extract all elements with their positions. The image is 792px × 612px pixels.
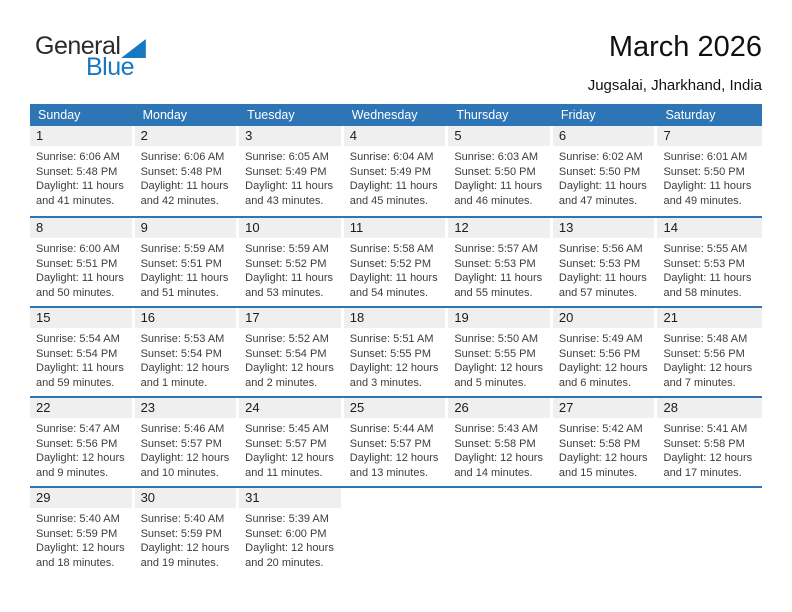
daylight-text-line2: and 15 minutes. — [558, 466, 638, 479]
daylight-text-line1: Daylight: 12 hours — [558, 452, 648, 465]
day-details — [657, 146, 762, 208]
day-cell — [30, 488, 135, 576]
daylight-text-line1: Daylight: 11 hours — [36, 180, 124, 193]
daylight-text-line1: Daylight: 11 hours — [454, 180, 543, 193]
sunrise-text: Sunrise: 5:54 AM — [36, 333, 120, 345]
weekday-header-friday: Friday — [560, 108, 596, 122]
sunset-text: Sunset: 5:52 PM — [349, 257, 432, 270]
daylight-text-line1: Daylight: 12 hours — [140, 362, 230, 375]
daylight-text-line1: Daylight: 12 hours — [663, 452, 753, 465]
daylight-text-line2: and 54 minutes. — [349, 286, 429, 299]
sunrise-text: Sunrise: 5:40 AM — [140, 513, 225, 525]
day-details — [30, 328, 135, 390]
weekday-header-saturday: Saturday — [665, 108, 716, 122]
day-number: 13 — [553, 218, 655, 238]
day-cell — [135, 308, 240, 396]
sunrise-text: Sunrise: 5:57 AM — [454, 243, 539, 255]
day-number: 14 — [657, 218, 762, 238]
day-number: 4 — [344, 126, 446, 146]
sunset-text: Sunset: 5:54 PM — [245, 347, 327, 360]
sunrise-text: Sunrise: 5:55 AM — [663, 243, 748, 255]
day-details — [135, 508, 240, 570]
weekday-header-sunday: Sunday — [38, 108, 81, 122]
day-details — [239, 328, 344, 390]
sunset-text: Sunset: 5:58 PM — [558, 437, 641, 450]
day-number: 5 — [448, 126, 550, 146]
daylight-text-line1: Daylight: 12 hours — [454, 452, 543, 465]
sunrise-text: Sunrise: 5:46 AM — [140, 423, 225, 435]
logo-text-blue: Blue — [86, 53, 135, 81]
day-cell-empty — [344, 488, 449, 576]
daylight-text-line2: and 50 minutes. — [36, 286, 115, 299]
day-number: 30 — [135, 488, 237, 508]
daylight-text-line2: and 13 minutes. — [349, 466, 429, 479]
sunset-text: Sunset: 5:50 PM — [663, 165, 745, 178]
day-number: 29 — [30, 488, 132, 508]
day-details — [30, 146, 135, 208]
day-cell-empty — [448, 488, 553, 576]
day-number: 20 — [553, 308, 655, 328]
daylight-text-line2: and 57 minutes. — [558, 286, 638, 299]
daylight-text-line1: Daylight: 11 hours — [245, 272, 334, 285]
week-row — [30, 486, 762, 576]
sunrise-text: Sunrise: 5:42 AM — [558, 423, 643, 435]
sunset-text: Sunset: 5:56 PM — [36, 437, 118, 450]
day-details — [657, 328, 762, 390]
day-details — [135, 418, 240, 480]
sunrise-text: Sunrise: 5:53 AM — [140, 333, 225, 345]
day-number: 6 — [553, 126, 655, 146]
daylight-text-line1: Daylight: 11 hours — [349, 272, 438, 285]
day-number: 22 — [30, 398, 132, 418]
sunset-text: Sunset: 5:56 PM — [558, 347, 641, 360]
day-cell — [239, 308, 344, 396]
daylight-text-line1: Daylight: 11 hours — [663, 180, 752, 193]
sunset-text: Sunset: 5:54 PM — [140, 347, 222, 360]
sunset-text: Sunset: 5:55 PM — [454, 347, 536, 360]
sunrise-text: Sunrise: 5:47 AM — [36, 423, 120, 435]
day-number: 8 — [30, 218, 132, 238]
day-details — [448, 418, 553, 480]
sunrise-text: Sunrise: 5:45 AM — [245, 423, 329, 435]
sunset-text: Sunset: 5:53 PM — [454, 257, 536, 270]
calendar-month-title: March 2026 — [608, 31, 762, 63]
sunset-text: Sunset: 5:55 PM — [349, 347, 432, 360]
day-cell — [344, 398, 449, 486]
weekday-header-wednesday: Wednesday — [351, 108, 418, 122]
day-details — [239, 238, 344, 300]
daylight-text-line1: Daylight: 11 hours — [454, 272, 543, 285]
day-details — [135, 328, 240, 390]
daylight-text-line2: and 18 minutes. — [36, 556, 115, 569]
daylight-text-line1: Daylight: 12 hours — [140, 452, 230, 465]
sunset-text: Sunset: 5:58 PM — [663, 437, 745, 450]
day-cell — [239, 126, 344, 216]
calendar-table — [30, 104, 762, 576]
daylight-text-line2: and 11 minutes. — [245, 466, 323, 479]
daylight-text-line1: Daylight: 11 hours — [245, 180, 334, 193]
day-cell — [30, 218, 135, 306]
day-cell — [135, 488, 240, 576]
day-number: 12 — [448, 218, 550, 238]
day-cell — [344, 126, 449, 216]
daylight-text-line2: and 45 minutes. — [349, 194, 429, 207]
daylight-text-line1: Daylight: 11 hours — [36, 272, 124, 285]
daylight-text-line2: and 41 minutes. — [36, 194, 115, 207]
daylight-text-line2: and 3 minutes. — [349, 376, 422, 389]
sunrise-text: Sunrise: 5:59 AM — [245, 243, 329, 255]
daylight-text-line2: and 6 minutes. — [558, 376, 632, 389]
day-number: 25 — [344, 398, 446, 418]
day-details — [30, 238, 135, 300]
day-details — [239, 508, 344, 570]
sunrise-text: Sunrise: 5:58 AM — [349, 243, 434, 255]
day-details — [657, 418, 762, 480]
daylight-text-line2: and 42 minutes. — [140, 194, 219, 207]
day-number: 24 — [239, 398, 341, 418]
calendar-weeks — [30, 126, 762, 576]
daylight-text-line2: and 7 minutes. — [663, 376, 736, 389]
day-number: 19 — [448, 308, 550, 328]
sunset-text: Sunset: 5:51 PM — [140, 257, 222, 270]
day-cell-empty — [657, 488, 762, 576]
day-details — [553, 146, 658, 208]
daylight-text-line2: and 43 minutes. — [245, 194, 324, 207]
day-number: 26 — [448, 398, 550, 418]
sunset-text: Sunset: 5:49 PM — [349, 165, 432, 178]
daylight-text-line1: Daylight: 11 hours — [663, 272, 752, 285]
daylight-text-line2: and 19 minutes. — [140, 556, 219, 569]
day-details — [239, 146, 344, 208]
sunset-text: Sunset: 5:59 PM — [140, 527, 222, 540]
day-cell — [135, 126, 240, 216]
daylight-text-line1: Daylight: 11 hours — [558, 272, 647, 285]
daylight-text-line2: and 17 minutes. — [663, 466, 742, 479]
day-cell — [553, 308, 658, 396]
week-row — [30, 306, 762, 396]
day-number: 16 — [135, 308, 237, 328]
week-row — [30, 396, 762, 486]
daylight-text-line1: Daylight: 11 hours — [140, 180, 229, 193]
daylight-text-line2: and 59 minutes. — [36, 376, 115, 389]
day-number: 27 — [553, 398, 655, 418]
daylight-text-line1: Daylight: 12 hours — [349, 362, 439, 375]
weekday-header-tuesday: Tuesday — [247, 108, 295, 122]
daylight-text-line2: and 14 minutes. — [454, 466, 533, 479]
daylight-text-line2: and 46 minutes. — [454, 194, 533, 207]
daylight-text-line2: and 49 minutes. — [663, 194, 742, 207]
daylight-text-line1: Daylight: 12 hours — [245, 452, 334, 465]
day-cell — [135, 398, 240, 486]
sunset-text: Sunset: 6:00 PM — [245, 527, 327, 540]
weekday-header-monday: Monday — [142, 108, 188, 122]
daylight-text-line1: Daylight: 12 hours — [454, 362, 543, 375]
sunset-text: Sunset: 5:51 PM — [36, 257, 118, 270]
sunset-text: Sunset: 5:54 PM — [36, 347, 118, 360]
day-cell — [239, 398, 344, 486]
day-cell — [657, 308, 762, 396]
daylight-text-line1: Daylight: 11 hours — [140, 272, 229, 285]
logo-text-general: General — [35, 32, 121, 60]
sunrise-text: Sunrise: 5:50 AM — [454, 333, 539, 345]
sunrise-text: Sunrise: 6:00 AM — [36, 243, 120, 255]
day-number: 1 — [30, 126, 132, 146]
sunrise-text: Sunrise: 6:05 AM — [245, 151, 329, 163]
daylight-text-line2: and 47 minutes. — [558, 194, 638, 207]
day-details — [553, 328, 658, 390]
day-details — [344, 238, 449, 300]
daylight-text-line2: and 58 minutes. — [663, 286, 742, 299]
day-details — [30, 418, 135, 480]
sunset-text: Sunset: 5:50 PM — [558, 165, 641, 178]
daylight-text-line1: Daylight: 11 hours — [558, 180, 647, 193]
day-cell — [657, 218, 762, 306]
daylight-text-line2: and 10 minutes. — [140, 466, 219, 479]
calendar-location: Jugsalai, Jharkhand, India — [587, 77, 762, 94]
day-details — [344, 146, 449, 208]
sunrise-text: Sunrise: 6:02 AM — [558, 151, 643, 163]
day-details — [657, 238, 762, 300]
daylight-text-line2: and 5 minutes. — [454, 376, 527, 389]
sunset-text: Sunset: 5:56 PM — [663, 347, 745, 360]
daylight-text-line1: Daylight: 11 hours — [349, 180, 438, 193]
day-number: 23 — [135, 398, 237, 418]
day-cell — [657, 398, 762, 486]
daylight-text-line1: Daylight: 12 hours — [558, 362, 648, 375]
sunrise-text: Sunrise: 5:49 AM — [558, 333, 643, 345]
sunrise-text: Sunrise: 6:06 AM — [36, 151, 120, 163]
sunset-text: Sunset: 5:53 PM — [558, 257, 641, 270]
day-cell-empty — [553, 488, 658, 576]
day-details — [448, 238, 553, 300]
title-block — [588, 31, 762, 94]
weekday-header-thursday: Thursday — [456, 108, 509, 122]
day-details — [239, 418, 344, 480]
sunset-text: Sunset: 5:52 PM — [245, 257, 327, 270]
day-details — [344, 418, 449, 480]
day-number: 3 — [239, 126, 341, 146]
day-number: 17 — [239, 308, 341, 328]
sunrise-text: Sunrise: 5:44 AM — [349, 423, 434, 435]
daylight-text-line1: Daylight: 12 hours — [663, 362, 753, 375]
day-details — [553, 238, 658, 300]
day-details — [30, 508, 135, 570]
daylight-text-line2: and 2 minutes. — [245, 376, 318, 389]
sunrise-text: Sunrise: 5:59 AM — [140, 243, 225, 255]
daylight-text-line1: Daylight: 12 hours — [245, 542, 334, 555]
weekday-header-row — [30, 104, 762, 126]
sunset-text: Sunset: 5:57 PM — [140, 437, 222, 450]
day-number: 18 — [344, 308, 446, 328]
daylight-text-line2: and 20 minutes. — [245, 556, 324, 569]
day-cell — [553, 218, 658, 306]
daylight-text-line1: Daylight: 12 hours — [245, 362, 334, 375]
day-cell — [30, 126, 135, 216]
sunrise-text: Sunrise: 5:48 AM — [663, 333, 748, 345]
day-cell — [448, 218, 553, 306]
day-cell — [30, 308, 135, 396]
sunrise-text: Sunrise: 5:51 AM — [349, 333, 434, 345]
day-number: 31 — [239, 488, 341, 508]
daylight-text-line1: Daylight: 11 hours — [36, 362, 124, 375]
day-cell — [344, 308, 449, 396]
sunrise-text: Sunrise: 6:06 AM — [140, 151, 225, 163]
sunrise-text: Sunrise: 6:04 AM — [349, 151, 434, 163]
day-details — [448, 328, 553, 390]
day-cell — [657, 126, 762, 216]
sunrise-text: Sunrise: 6:01 AM — [663, 151, 748, 163]
sunrise-text: Sunrise: 5:40 AM — [36, 513, 120, 525]
sunset-text: Sunset: 5:57 PM — [349, 437, 432, 450]
daylight-text-line2: and 9 minutes. — [36, 466, 109, 479]
daylight-text-line1: Daylight: 12 hours — [349, 452, 439, 465]
day-cell — [448, 126, 553, 216]
sunset-text: Sunset: 5:57 PM — [245, 437, 327, 450]
sunrise-text: Sunrise: 5:41 AM — [663, 423, 748, 435]
sunrise-text: Sunrise: 5:43 AM — [454, 423, 539, 435]
day-number: 28 — [657, 398, 762, 418]
sunset-text: Sunset: 5:58 PM — [454, 437, 536, 450]
day-details — [553, 418, 658, 480]
week-row — [30, 126, 762, 216]
day-cell — [239, 218, 344, 306]
sunset-text: Sunset: 5:53 PM — [663, 257, 745, 270]
day-cell — [344, 218, 449, 306]
sunrise-text: Sunrise: 5:56 AM — [558, 243, 643, 255]
day-details — [448, 146, 553, 208]
day-number: 9 — [135, 218, 237, 238]
daylight-text-line2: and 55 minutes. — [454, 286, 533, 299]
sunrise-text: Sunrise: 5:52 AM — [245, 333, 329, 345]
day-cell — [448, 308, 553, 396]
day-number: 11 — [344, 218, 446, 238]
day-details — [344, 328, 449, 390]
day-cell — [239, 488, 344, 576]
daylight-text-line1: Daylight: 12 hours — [36, 542, 125, 555]
logo — [35, 34, 146, 80]
daylight-text-line2: and 1 minute. — [140, 376, 208, 389]
day-details — [135, 146, 240, 208]
day-details — [135, 238, 240, 300]
daylight-text-line2: and 53 minutes. — [245, 286, 324, 299]
week-row — [30, 216, 762, 306]
daylight-text-line2: and 51 minutes. — [140, 286, 219, 299]
sunset-text: Sunset: 5:48 PM — [36, 165, 118, 178]
day-number: 10 — [239, 218, 341, 238]
sunset-text: Sunset: 5:59 PM — [36, 527, 118, 540]
daylight-text-line1: Daylight: 12 hours — [36, 452, 125, 465]
day-cell — [30, 398, 135, 486]
sunset-text: Sunset: 5:50 PM — [454, 165, 536, 178]
daylight-text-line1: Daylight: 12 hours — [140, 542, 230, 555]
sunrise-text: Sunrise: 5:39 AM — [245, 513, 329, 525]
day-cell — [553, 398, 658, 486]
sunset-text: Sunset: 5:48 PM — [140, 165, 222, 178]
day-number: 2 — [135, 126, 237, 146]
sunrise-text: Sunrise: 6:03 AM — [454, 151, 539, 163]
day-cell — [135, 218, 240, 306]
day-number: 21 — [657, 308, 762, 328]
sunset-text: Sunset: 5:49 PM — [245, 165, 327, 178]
day-number: 7 — [657, 126, 762, 146]
day-cell — [553, 126, 658, 216]
day-cell — [448, 398, 553, 486]
day-number: 15 — [30, 308, 132, 328]
